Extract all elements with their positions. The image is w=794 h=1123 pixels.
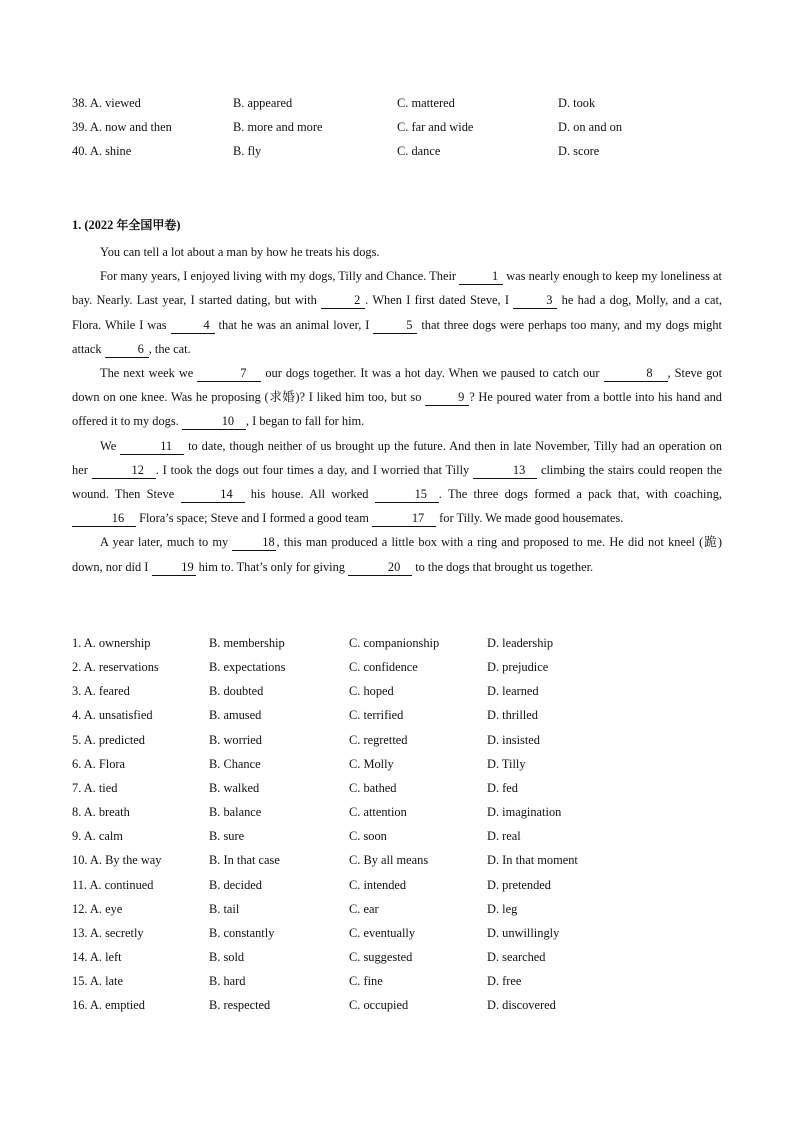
question-row-9: 9. A. calm B. sure C. soon D. real: [72, 829, 521, 843]
option-b: B. respected: [209, 998, 271, 1012]
cloze-passage: [72, 240, 722, 579]
option-b: B. expectations: [209, 660, 286, 674]
option-d: D. pretended: [487, 878, 551, 892]
option-row-38: [0, 96, 794, 116]
blank-12: 12: [92, 463, 156, 479]
option-d: D. searched: [487, 950, 546, 964]
blank-3: 3: [513, 293, 557, 309]
option-b: B. more and more: [233, 120, 323, 134]
option-a: A. eye: [89, 902, 123, 916]
option-d: D. imagination: [487, 805, 562, 819]
option-c: C. mattered: [397, 96, 455, 110]
blank-14: 14: [181, 487, 245, 503]
option-c: C. By all means: [349, 853, 429, 867]
option-a: A. By the way: [89, 853, 162, 867]
option-a: A. Flora: [83, 757, 126, 771]
option-d: D. fed: [487, 781, 518, 795]
option-b: B. worried: [209, 733, 262, 747]
option-c: C. Molly: [349, 757, 394, 771]
option-a: A. left: [89, 950, 122, 964]
blank-11: 11: [120, 439, 184, 455]
blank-13: 13: [473, 463, 537, 479]
option-a: 39. A. now and then: [72, 120, 172, 134]
option-d: D. prejudice: [487, 660, 549, 674]
option-c: C. intended: [349, 878, 407, 892]
option-row-40: [0, 144, 794, 164]
option-d: D. In that moment: [487, 853, 578, 867]
blank-10: 10: [182, 414, 246, 430]
question-row-14: 14. A. left B. sold C. suggested D. searched: [72, 950, 546, 964]
question-row-7: 7. A. tied B. walked C. bathed D. fed: [72, 781, 518, 795]
option-a: 40. A. shine: [72, 144, 132, 158]
option-a: A. tied: [83, 781, 118, 795]
option-b: B. amused: [209, 708, 262, 722]
option-a: A. unsatisfied: [83, 708, 153, 722]
option-a: A. breath: [83, 805, 130, 819]
question-row-4: 4. A. unsatisfied B. amused C. terrified D. thrilled: [72, 708, 538, 722]
blank-18: 18: [232, 535, 276, 551]
question-row-3: 3. A. feared B. doubted C. hoped D. learned: [72, 684, 539, 698]
option-b: B. sold: [209, 950, 245, 964]
option-c: C. eventually: [349, 926, 416, 940]
option-b: B. hard: [209, 974, 246, 988]
option-a: A. continued: [89, 878, 154, 892]
blank-20: 20: [348, 560, 412, 576]
option-c: C. regretted: [349, 733, 408, 747]
option-d: D. on and on: [558, 120, 623, 134]
option-b: B. walked: [209, 781, 260, 795]
option-b: B. doubted: [209, 684, 264, 698]
option-c: C. hoped: [349, 684, 394, 698]
option-c: C. soon: [349, 829, 387, 843]
option-d: D. discovered: [487, 998, 556, 1012]
option-b: B. In that case: [209, 853, 280, 867]
option-row-39: [0, 120, 794, 140]
option-d: D. free: [487, 974, 522, 988]
paragraph-3: The next week we 7 our dogs together. It was a hot day. When we paused to catch our 8 , Steve got down on one knee. Was he proposing (求婚)? I liked him too, but so 9 ? He poured water from a bottle into his hand and offered it to my dogs. 10 , I began to fall for him.: [72, 366, 723, 429]
blank-4: 4: [171, 318, 215, 334]
option-a: A. calm: [83, 829, 123, 843]
option-d: D. score: [558, 144, 600, 158]
option-c: C. confidence: [349, 660, 418, 674]
option-b: B. tail: [209, 902, 240, 916]
option-c: C. occupied: [349, 998, 409, 1012]
question-row-6: 6. A. Flora B. Chance C. Molly D. Tilly: [72, 757, 526, 771]
blank-6: 6: [105, 342, 149, 358]
option-a: A. ownership: [83, 636, 151, 650]
paragraph-1: You can tell a lot about a man by how he treats his dogs.: [100, 245, 380, 259]
blank-16: 16: [72, 511, 136, 527]
option-d: D. leg: [487, 902, 518, 916]
paragraph-5: A year later, much to my 18 , this man produced a little box with a ring and proposed to me. He did not kneel (跪) down, nor did I 19 him to. That’s only for giving 20 to the dogs that brought us together.: [72, 535, 722, 574]
option-b: B. membership: [209, 636, 285, 650]
blank-8: 8: [604, 366, 668, 382]
option-c: C. companionship: [349, 636, 440, 650]
question-row-11: 11. A. continued B. decided C. intended D. pretended: [72, 878, 551, 892]
blank-17: 17: [372, 511, 436, 527]
blank-1: 1: [459, 269, 503, 285]
question-row-13: 13. A. secretly B. constantly C. eventually D. unwillingly: [72, 926, 560, 940]
option-b: B. appeared: [233, 96, 293, 110]
question-row-15: 15. A. late B. hard C. fine D. free: [72, 974, 522, 988]
option-a: A. emptied: [89, 998, 145, 1012]
option-c: C. far and wide: [397, 120, 474, 134]
option-d: D. took: [558, 96, 596, 110]
option-a: A. secretly: [89, 926, 144, 940]
option-a: A. reservations: [83, 660, 159, 674]
option-d: D. insisted: [487, 733, 541, 747]
option-d: D. unwillingly: [487, 926, 560, 940]
option-c: C. terrified: [349, 708, 404, 722]
question-row-16: 16. A. emptied B. respected C. occupied D. discovered: [72, 998, 556, 1012]
heading-source: 年全国甲卷: [116, 218, 177, 232]
question-row-5: 5. A. predicted B. worried C. regretted D. insisted: [72, 733, 541, 747]
option-c: C. dance: [397, 144, 441, 158]
option-c: C. bathed: [349, 781, 397, 795]
option-b: B. decided: [209, 878, 262, 892]
paragraph-4: We 11 to date, though neither of us brought up the future. And then in late November, Tilly had an operation on her 12 . I took the dogs out four times a day, and I worried that Tilly 13 climbing the stairs could reopen the wound. Then Steve 14 his house. All worked 15 . The three dogs formed a pack that, with coaching, 16 Flora’s space; Steve and I formed a good team 17 for Tilly. We made good housemates.: [72, 438, 723, 526]
question-row-1: 1. A. ownership B. membership C. companionship D. leadership: [72, 636, 554, 650]
option-b: B. sure: [209, 829, 245, 843]
question-row-10: 10. A. By the way B. In that case C. By all means D. In that moment: [72, 853, 578, 867]
blank-2: 2: [321, 293, 365, 309]
option-b: B. Chance: [209, 757, 261, 771]
blank-19: 19: [152, 560, 196, 576]
option-c: C. attention: [349, 805, 407, 819]
option-c: C. suggested: [349, 950, 413, 964]
paragraph-2: For many years, I enjoyed living with my dogs, Tilly and Chance. Their 1 was nearly enough to keep my loneliness at bay. Nearly. Last year, I started dating, but with 2 . When I first dated Steve, I 3 he had a dog, Molly, and a cat, Flora. While I was 4 that he was an animal lover, I 5 that three dogs were perhaps too many, and my dogs might attack 6 , the cat.: [72, 269, 722, 356]
option-d: D. real: [487, 829, 521, 843]
blank-5: 5: [373, 318, 417, 334]
blank-9: 9: [425, 390, 469, 406]
option-c: C. fine: [349, 974, 383, 988]
question-row-12: 12. A. eye B. tail C. ear D. leg: [72, 902, 518, 916]
option-d: D. learned: [487, 684, 539, 698]
blank-7: 7: [197, 366, 261, 382]
question-row-2: 2. A. reservations B. expectations C. confidence D. prejudice: [72, 660, 549, 674]
option-a: A. feared: [83, 684, 130, 698]
option-b: B. balance: [209, 805, 262, 819]
option-d: D. thrilled: [487, 708, 538, 722]
option-b: B. constantly: [209, 926, 275, 940]
option-a: 38. A. viewed: [72, 96, 141, 110]
option-b: B. fly: [233, 144, 262, 158]
option-d: D. Tilly: [487, 757, 526, 771]
option-a: A. predicted: [83, 733, 145, 747]
question-row-8: 8. A. breath B. balance C. attention D. imagination: [72, 805, 562, 819]
option-c: C. ear: [349, 902, 379, 916]
option-d: D. leadership: [487, 636, 554, 650]
question-heading: 1. (2022 年全国甲卷): [72, 218, 181, 232]
blank-15: 15: [375, 487, 439, 503]
option-a: A. late: [89, 974, 123, 988]
